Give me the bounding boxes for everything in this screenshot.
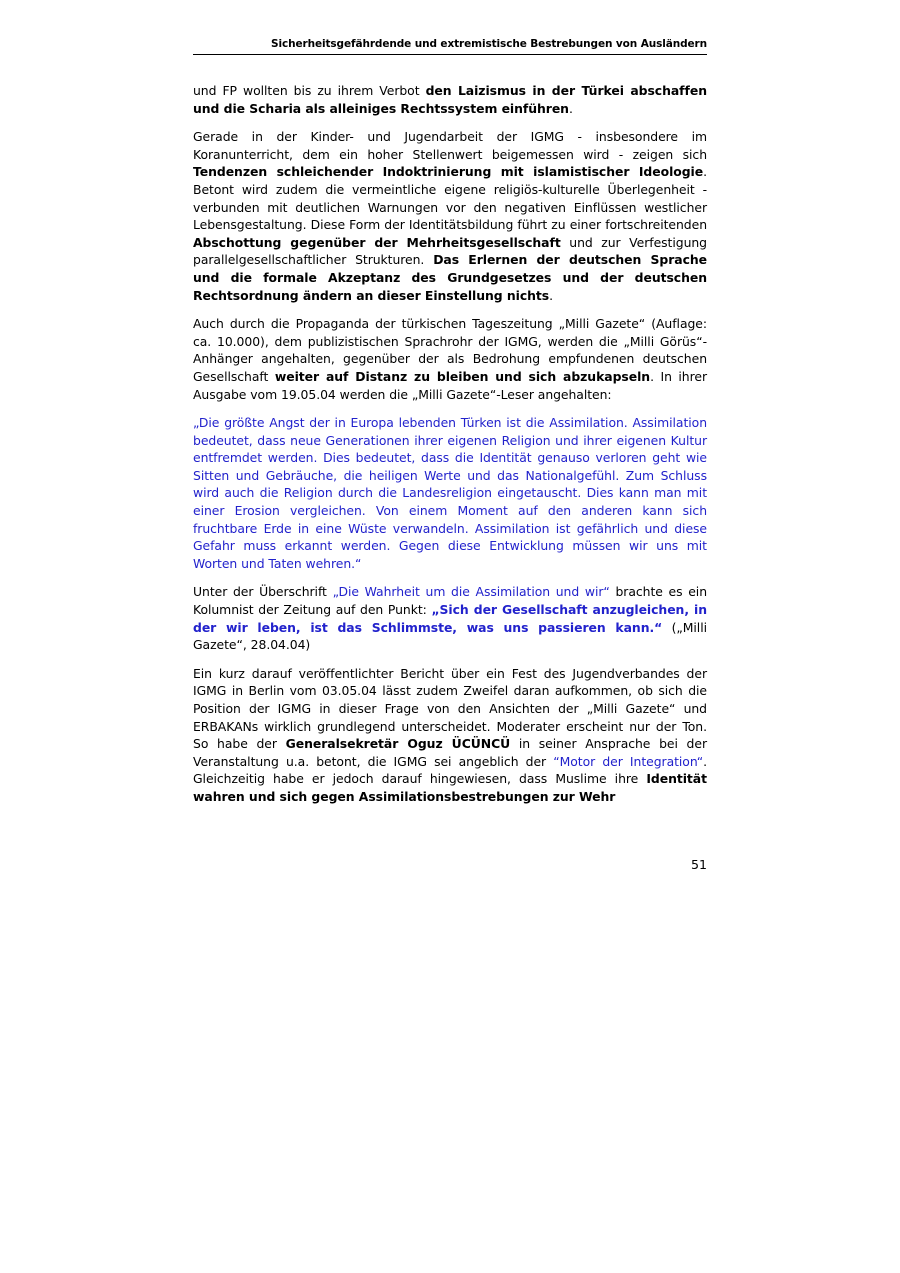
text-run: den Laizismus in der Türkei abschaffen und die Scharia als alleiniges Rechtssystem einführen: [193, 83, 707, 116]
paragraph: [193, 583, 707, 653]
paragraph: [193, 315, 707, 403]
text-run: („Milli Gazete“, 28.04.04): [193, 619, 707, 653]
text-run: . Betont wird zudem die vermeintliche eigene religiös-kulturelle Überlegenheit - verbunden mit deutlichen Warnungen vor den negativen Einflüssen westlicher Lebensgestaltung. Diese Form der Identitätsbildung führt zu einer fortschreitenden: [193, 164, 707, 233]
text-run: weiter auf Distanz zu bleiben und sich abzukapseln: [274, 368, 651, 384]
text-run: . Gleichzeitig habe er jedoch darauf hingewiesen, dass Muslime ihre: [193, 753, 708, 787]
text-run: „Die Wahrheit um die Assimilation und wir“: [332, 584, 610, 600]
text-run: und zur Verfestigung parallelgesellschaftlicher Strukturen.: [193, 234, 707, 268]
paragraph: [193, 82, 707, 117]
blockquote-paragraph: [193, 414, 707, 572]
text-run: Identität wahren und sich gegen Assimilationsbestrebungen zur Wehr: [193, 771, 707, 804]
text-run: Unter der Überschrift: [193, 584, 333, 600]
text-run: “Motor der Integration“: [553, 753, 704, 769]
text-run: Abschottung gegenüber der Mehrheitsgesellschaft: [193, 234, 561, 250]
text-run: „Die größte Angst der in Europa lebenden Türken ist die Assimilation. Assimilation bedeutet, dass neue Generationen ihrer eigenen Religion und ihrer eigenen Kultur entfremdet werden. Dies bedeutet, dass die Identität genauso verloren geht wie Sitten und Gebräuche, die heiligen Werte und das Nationalgefühl. Zum Schluss wird auch die Religion durch die Landesreligion eingetauscht. Dies kann man mit einer Erosion vergleichen. Von einem Moment auf den anderen kann sich fruchtbare Erde in eine Wüste verwandeln. Assimilation ist gefährlich und diese Gefahr muss erkannt werden. Gegen diese Entwicklung müssen wir uns mit Worten und Taten wehren.“: [193, 415, 707, 571]
text-run: Das Erlernen der deutschen Sprache und die formale Akzeptanz des Grundgesetzes und der deutschen Rechtsordnung ändern an dieser Einstellung nichts: [193, 252, 707, 303]
text-run: und FP wollten bis zu ihrem Verbot: [193, 83, 426, 98]
text-run: „Sich der Gesellschaft anzugleichen, in der wir leben, ist das Schlimmste, was uns passieren kann.“: [193, 602, 707, 635]
paragraph: [193, 128, 707, 304]
text-run: Generalsekretär Oguz ÜCÜNCÜ: [285, 736, 511, 752]
text-run: Tendenzen schleichender Indoktrinierung mit islamistischer Ideologie: [193, 164, 704, 180]
text-run: Ein kurz darauf veröffentlichter Bericht über ein Fest des Jugendverbandes der IGMG in Berlin vom 03.05.04 lässt zudem Zweifel daran aufkommen, ob sich die Position der IGMG in dieser Frage von den Ansichten der „Milli Gazete“ und ERBAKANs wirklich grundlegend unterscheidet. Moderater erscheint nur der Ton. So habe der: [193, 665, 707, 752]
text-run: .: [568, 100, 573, 116]
page-number: 51: [690, 857, 707, 872]
text-run: .: [549, 287, 553, 303]
paragraph: [193, 665, 707, 806]
text-run: Gerade in der Kinder- und Jugendarbeit der IGMG - insbesondere im Koranunterricht, dem ein hoher Stellenwert beigemessen wird - zeigen sich: [193, 129, 707, 162]
text-run: . In ihrer Ausgabe vom 19.05.04 werden die „Milli Gazete“-Leser angehalten:: [193, 368, 707, 402]
text-run: Auch durch die Propaganda der türkischen Tageszeitung „Milli Gazete“ (Auflage: ca. 10.000), dem publizistischen Sprachrohr der IGMG, werden die „Milli Görüs“-Anhänger angehalten, gegenüber der als Bedrohung empfundenen deutschen Gesellschaft: [193, 316, 707, 384]
text-run: in seiner Ansprache bei der Veranstaltung u.a. betont, die IGMG sei angeblich der: [193, 736, 707, 769]
page-body: [193, 82, 707, 806]
running-header: Sicherheitsgefährdende und extremistische Bestrebungen von Ausländern: [193, 38, 707, 55]
text-run: brachte es ein Kolumnist der Zeitung auf den Punkt:: [193, 584, 707, 618]
